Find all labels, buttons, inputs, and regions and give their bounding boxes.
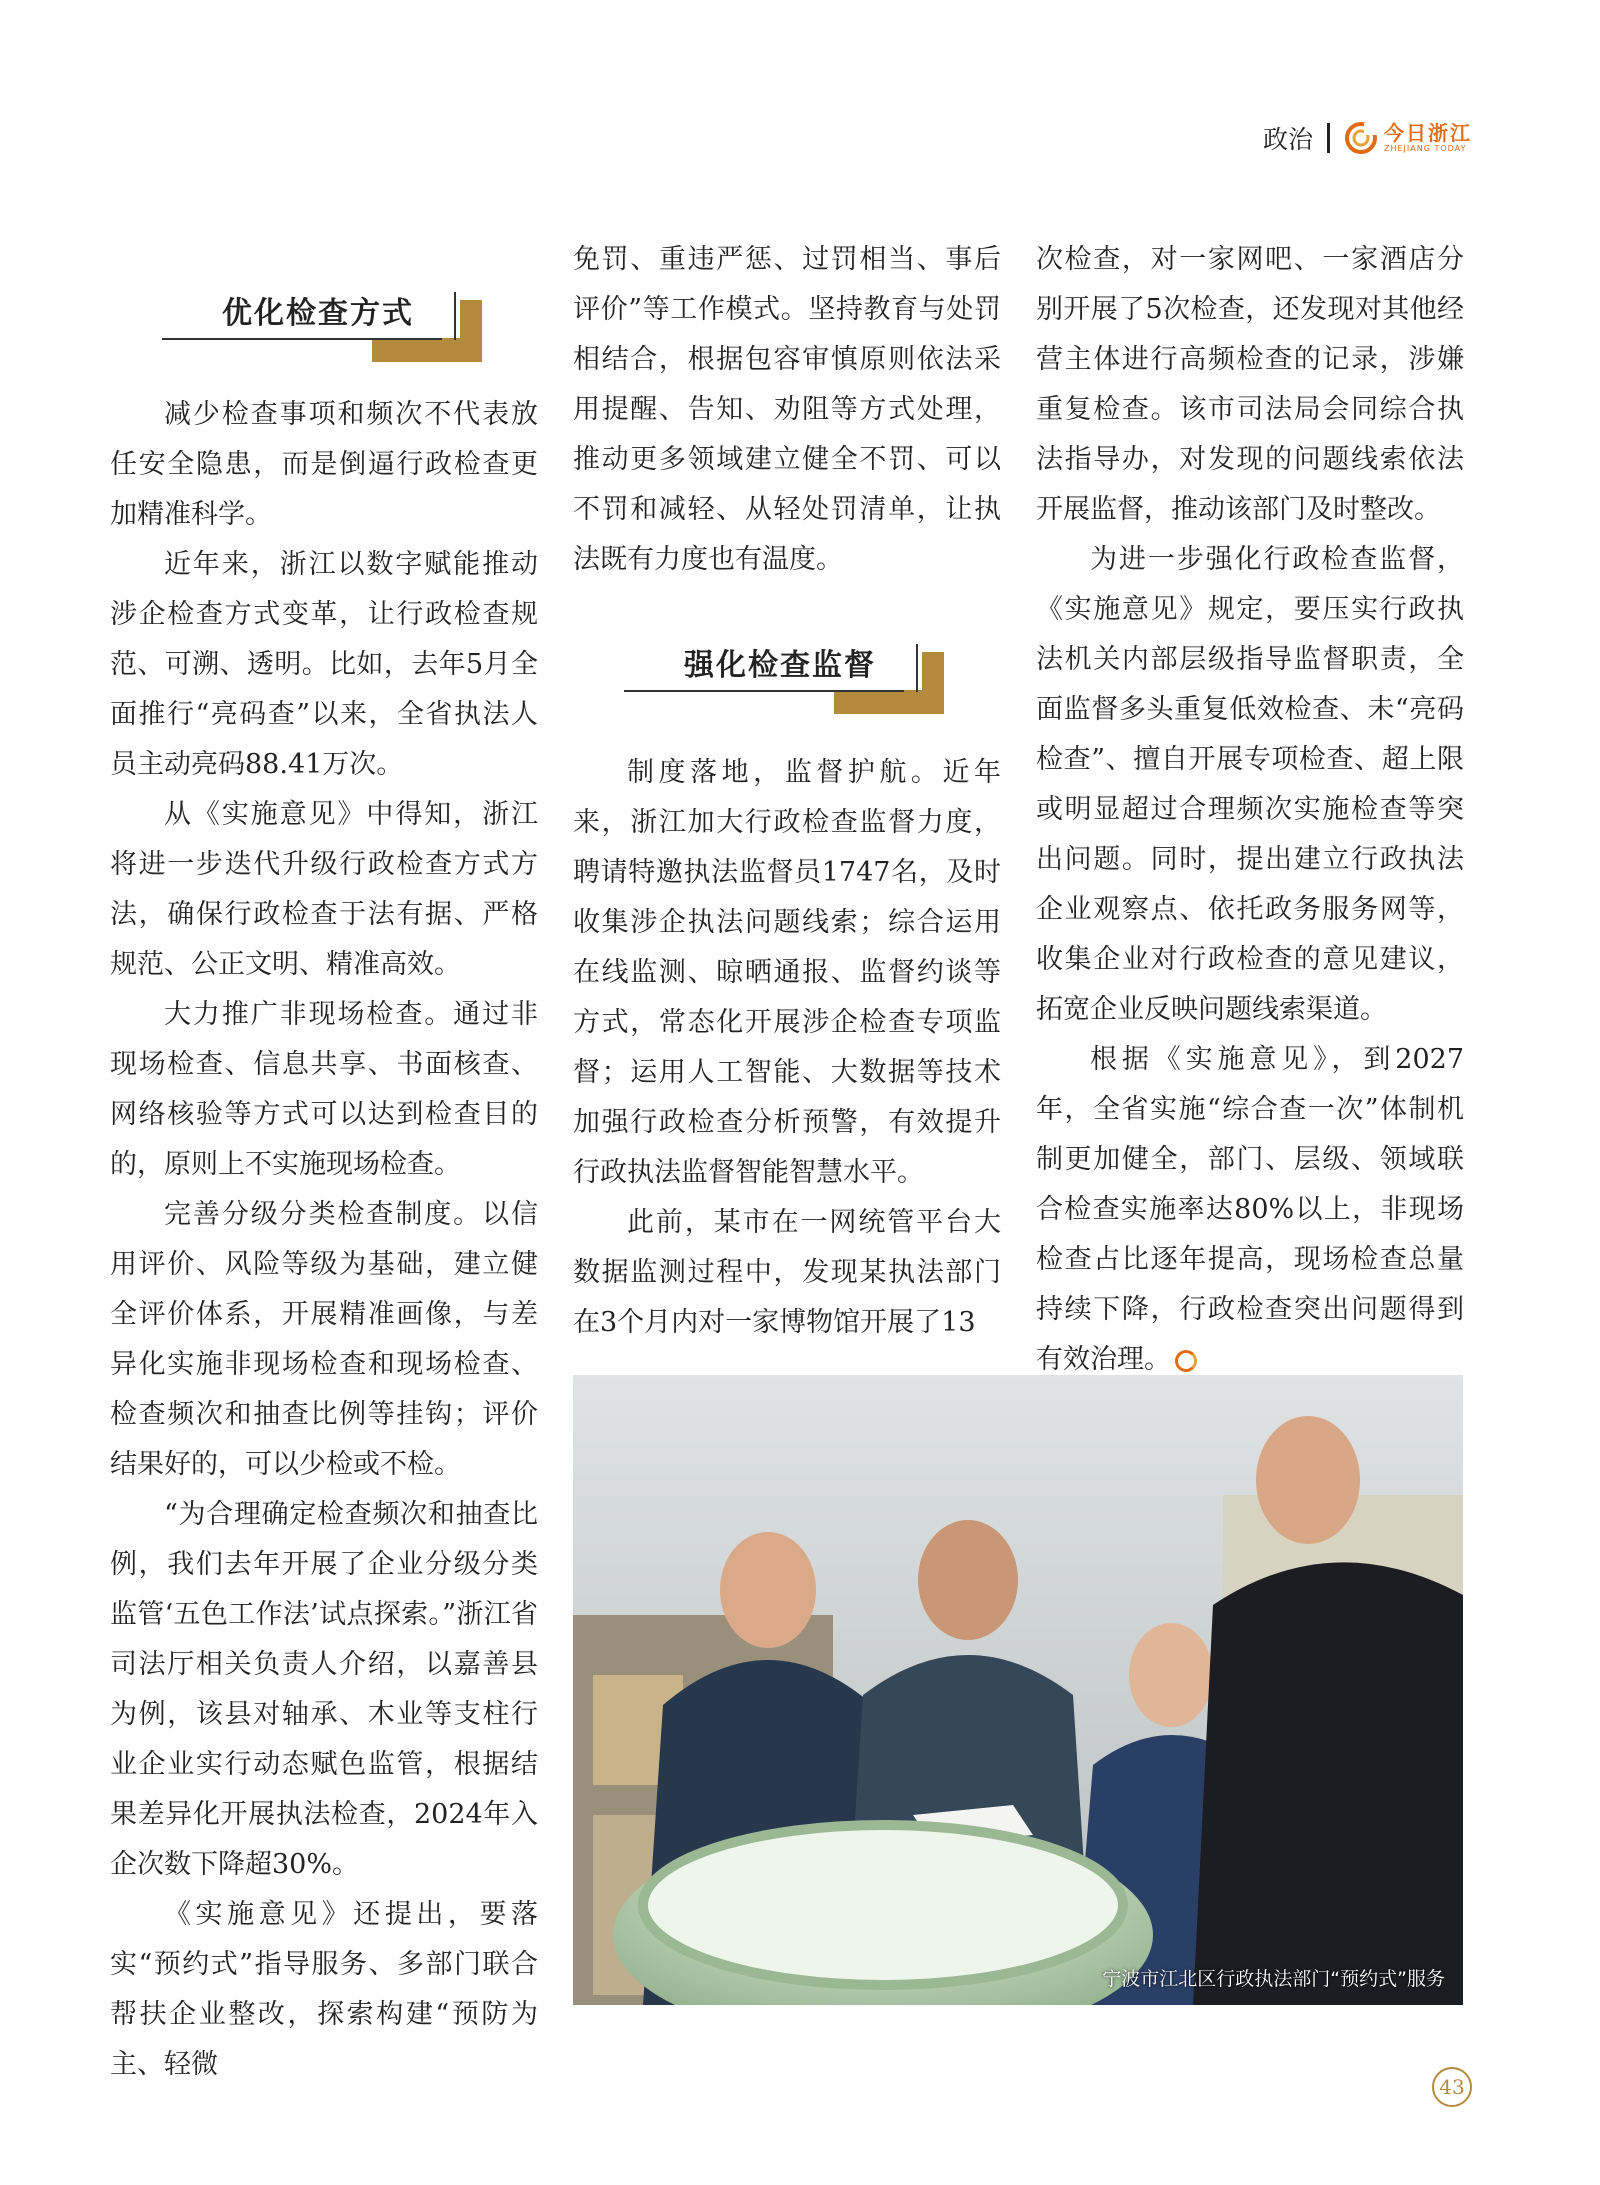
paragraph: 次检查，对一家网吧、一家酒店分别开展了5次检查，还发现对其他经营主体进行高频检查的记录，涉嫌重复检查。该市司法局会同综合执法指导办，对发现的问题线索依法开展监督，推动该部门及时整改。	[1036, 244, 1464, 525]
article-column-3	[1036, 235, 1464, 1385]
paragraph: 完善分级分类检查制度。以信用评价、风险等级为基础，建立健全评价体系，开展精准画像，与差异化实施非现场检查和现场检查、检查频次和抽查比例等挂钩；评价结果好的，可以少检或不检。	[110, 1199, 538, 1480]
section-heading-optimize	[162, 292, 482, 366]
paragraph: 大力推广非现场检查。通过非现场检查、信息共享、书面核查、网络核验等方式可以达到检查目的的，原则上不实施现场检查。	[110, 999, 538, 1180]
heading-title: 优化检查方式	[222, 296, 414, 331]
magazine-logo	[1344, 121, 1472, 155]
section-label: 政治	[1262, 125, 1313, 154]
paragraph: 《实施意见》还提出，要落实“预约式”指导服务、多部门联合帮扶企业整改，探索构建“预防为主、轻微	[110, 1899, 538, 2080]
header-separator	[1327, 123, 1330, 153]
article-photo	[573, 1375, 1463, 2005]
article-column-1	[110, 390, 538, 2090]
logo-text: 今日浙江	[1384, 121, 1472, 145]
heading-title: 强化检查监督	[684, 648, 876, 683]
article-column-2-top	[573, 235, 1001, 585]
logo-swirl-icon	[1344, 121, 1378, 155]
section-heading-supervise	[624, 644, 944, 718]
page-header	[1263, 118, 1472, 158]
paragraph: 为进一步强化行政检查监督，《实施意见》规定，要压实行政执法机关内部层级指导监督职责，全面监督多头重复低效检查、未“亮码检查”、擅自开展专项检查、超上限或明显超过合理频次实施检查等突出问题。同时，提出建立行政执法企业观察点、依托政务服务网等，收集企业对行政检查的意见建议，拓宽企业反映问题线索渠道。	[1036, 544, 1464, 1025]
article-column-2-bottom	[573, 748, 1001, 1348]
paragraph: 从《实施意见》中得知，浙江将进一步迭代升级行政检查方式方法，确保行政检查于法有据、严格规范、公正文明、精准高效。	[110, 799, 538, 980]
paragraph: 制度落地，监督护航。近年来，浙江加大行政检查监督力度，聘请特邀执法监督员1747名，及时收集涉企执法问题线索；综合运用在线监测、晾晒通报、监督约谈等方式，常态化开展涉企检查专项监督；运用人工智能、大数据等技术加强行政检查分析预警，有效提升行政执法监督智能智慧水平。	[573, 757, 1001, 1188]
photo-caption: 宁波市江北区行政执法部门“预约式”服务	[1102, 1968, 1445, 1990]
page-number: 43	[1432, 2067, 1472, 2107]
logo-english: ZHEJIANG TODAY	[1384, 144, 1467, 153]
paragraph: 近年来，浙江以数字赋能推动涉企检查方式变革，让行政检查规范、可溯、透明。比如，去年5月全面推行“亮码查”以来，全省执法人员主动亮码88.41万次。	[110, 549, 538, 780]
photo-illustration	[573, 1375, 1463, 2005]
end-mark-icon	[1175, 1350, 1197, 1372]
paragraph: “为合理确定检查频次和抽查比例，我们去年开展了企业分级分类监管‘五色工作法’试点探索。”浙江省司法厅相关负责人介绍，以嘉善县为例，该县对轴承、木业等支柱行业企业实行动态赋色监管，根据结果差异化开展执法检查，2024年入企次数下降超30%。	[110, 1499, 538, 1880]
paragraph: 此前，某市在一网统管平台大数据监测过程中，发现某执法部门在3个月内对一家博物馆开展了13	[573, 1207, 1001, 1338]
paragraph-text: 根据《实施意见》，到2027年，全省实施“综合查一次”体制机制更加健全，部门、层级、领域联合检查实施率达80%以上，非现场检查占比逐年提高，现场检查总量持续下降，行政检查突出问题得到有效治理。	[1036, 1044, 1464, 1375]
paragraph: 免罚、重违严惩、过罚相当、事后评价”等工作模式。坚持教育与处罚相结合，根据包容审慎原则依法采用提醒、告知、劝阻等方式处理，推动更多领域建立健全不罚、可以不罚和减轻、从轻处罚清单，让执法既有力度也有温度。	[573, 244, 1001, 575]
paragraph: 减少检查事项和频次不代表放任安全隐患，而是倒逼行政检查更加精准科学。	[110, 399, 538, 530]
paragraph	[1036, 1035, 1464, 1385]
